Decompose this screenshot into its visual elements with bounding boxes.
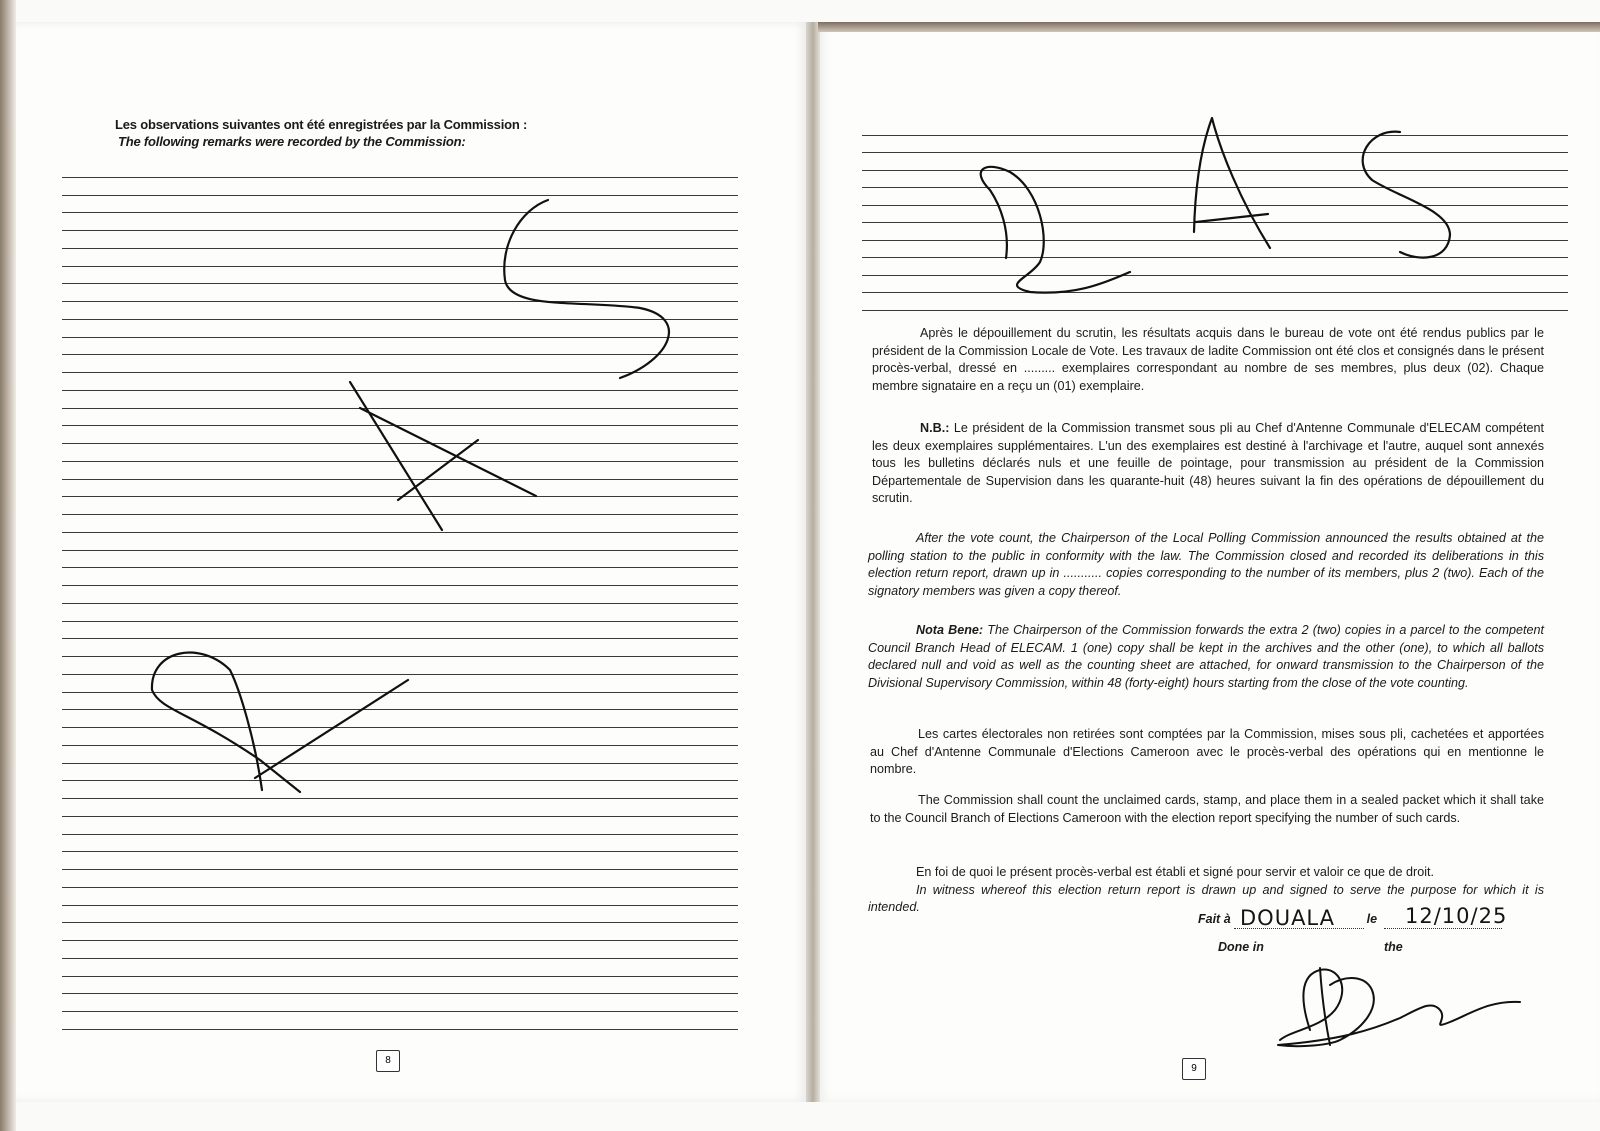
- ruled-line: [862, 171, 1568, 189]
- ruled-line: [62, 551, 738, 569]
- ruled-line: [62, 710, 738, 728]
- ruled-line: [62, 675, 738, 693]
- ruled-line: [62, 160, 738, 178]
- ruled-line: [62, 444, 738, 462]
- ruled-line: [62, 391, 738, 409]
- paragraph-cards-en-text: The Commission shall count the unclaimed cards, stamp, and place them in a sealed packet which it shall take to the Council Branch of Elections Cameroon with the election report specifying the number of such cards.: [870, 793, 1544, 825]
- ruled-line: [62, 693, 738, 711]
- ruled-line: [62, 462, 738, 480]
- the-label: the: [1384, 940, 1403, 954]
- ruled-line: [62, 746, 738, 764]
- paragraph-nb-fr: [872, 420, 1544, 508]
- ruled-line: [62, 781, 738, 799]
- ruled-line: [62, 622, 738, 640]
- ruled-line: [62, 941, 738, 959]
- ruled-line: [62, 888, 738, 906]
- ruled-line: [62, 852, 738, 870]
- ruled-line: [62, 249, 738, 267]
- ruled-line: [62, 533, 738, 551]
- page-number-right: 9: [1182, 1058, 1206, 1080]
- ruled-line: [62, 639, 738, 657]
- ruled-line: [62, 870, 738, 888]
- handwritten-date: 12/10/25: [1405, 904, 1508, 928]
- date-dotted-line: [1384, 928, 1502, 929]
- paragraph-nota-bene-en-text: The Chairperson of the Commission forwards the extra 2 (two) copies in a parcel to the competent Council Branch Head of ELECAM. 1 (one) copy shall be kept in the archives and the other (one), to which all ballots declared null and void as well as the counting sheet are attached, for onward transmission to the Chairperson of the Divisional Supervisory Commission, within 48 (forty-eight) hours starting from the close of the vote counting.: [868, 623, 1545, 690]
- ruled-line: [62, 604, 738, 622]
- ruled-line: [62, 178, 738, 196]
- paragraph-cards-fr-text: Les cartes électorales non retirées sont comptées par la Commission, mises sous pli, cachetées et apportées au Chef d'Antenne Communale d'Elections Cameroon avec le procès-verbal des opérations qui en mentionne le nombre.: [870, 727, 1544, 777]
- ruled-line: [862, 258, 1568, 276]
- paragraph-witness-en-text: In witness whereof this election return report is drawn up and signed to serve the purpose for which it is intended.: [868, 882, 1544, 915]
- ruled-line: [62, 977, 738, 995]
- ruled-line: [62, 213, 738, 231]
- done-at-label: Fait à: [1198, 912, 1231, 926]
- paragraph-nb-fr-text: Le président de la Commission transmet sous pli au Chef d'Antenne Communale d'ELECAM compétent les deux exemplaires supplémentaires. L'un des exemplaires est destiné à l'archivage et l'autre, auquel sont annexés tous les bulletins déclarés nuls et une feuille de pointage, pour transmission au président de la Commission Départementale de Supervision dans les quarante-huit (48) heures suivant la fin des opérations de dépouillement du scrutin.: [872, 421, 1545, 506]
- ruled-line: [62, 994, 738, 1012]
- scan-top-edge: [818, 22, 1600, 32]
- done-on-label: le: [1366, 912, 1378, 926]
- paragraph-results-en: [868, 530, 1544, 600]
- ruled-line: [62, 302, 738, 320]
- ruled-line: [62, 728, 738, 746]
- paragraph-results-en-text: After the vote count, the Chairperson of the Local Polling Commission announced the results obtained at the polling station to the public in conformity with the law. The Commission closed and recorded its deliberations in this election return report, drawn up in ........... copies corresponding to the number of its members, plus 2 (two). Each of the signatory members was given a copy thereof.: [868, 531, 1544, 598]
- ruled-line: [862, 188, 1568, 206]
- ruled-line: [62, 355, 738, 373]
- ruled-line: [862, 293, 1568, 311]
- ruled-line: [62, 267, 738, 285]
- ruled-line: [62, 480, 738, 498]
- ruled-line: [862, 118, 1568, 136]
- nb-label: N.B.:: [920, 421, 950, 435]
- done-in-label: Done in: [1218, 940, 1264, 954]
- paragraph-results-fr: [872, 325, 1544, 395]
- ruled-line: [62, 817, 738, 835]
- remarks-header-fr: Les observations suivantes ont été enregistrées par la Commission :: [115, 117, 528, 132]
- scan-edge: [0, 0, 16, 1131]
- ruled-line: [862, 136, 1568, 154]
- ruled-line: [62, 373, 738, 391]
- ruled-line: [62, 799, 738, 817]
- ruled-line: [862, 153, 1568, 171]
- ruled-line: [62, 923, 738, 941]
- ruled-line: [62, 338, 738, 356]
- paragraph-witness-fr-text: En foi de quoi le présent procès-verbal est établi et signé pour servir et valoir ce que de droit.: [916, 865, 1435, 879]
- remarks-ruled-lines-continued: [862, 118, 1568, 311]
- ruled-line: [62, 409, 738, 427]
- paragraph-results-fr-text: Après le dépouillement du scrutin, les résultats acquis dans le bureau de vote ont été rendus publics par le président de la Commission Locale de Vote. Les travaux de ladite Commission ont été clos et consignés dans le présent procès-verbal, dressé en ......... exemplaires correspondant au nombre de ses membres, plus deux (02). Chaque membre signataire en a reçu un (01) exemplaire.: [872, 326, 1544, 393]
- ruled-line: [62, 835, 738, 853]
- ruled-line: [62, 959, 738, 977]
- ruled-line: [62, 320, 738, 338]
- paragraph-nota-bene-en: [868, 622, 1544, 692]
- page-number-left: 8: [376, 1050, 400, 1072]
- ruled-line: [62, 906, 738, 924]
- ruled-line: [862, 206, 1568, 224]
- book-gutter: [806, 22, 820, 1102]
- ruled-line: [62, 764, 738, 782]
- ruled-line: [62, 426, 738, 444]
- paragraph-cards-fr: [870, 726, 1544, 779]
- ruled-line: [862, 241, 1568, 259]
- handwritten-place: DOUALA: [1240, 906, 1335, 930]
- ruled-line: [62, 196, 738, 214]
- remarks-header-en: The following remarks were recorded by the Commission:: [118, 134, 466, 149]
- ruled-line: [62, 1012, 738, 1030]
- remarks-ruled-lines: [62, 160, 738, 1030]
- ruled-line: [62, 284, 738, 302]
- ruled-line: [862, 276, 1568, 294]
- ruled-line: [62, 657, 738, 675]
- ruled-line: [62, 231, 738, 249]
- ruled-line: [62, 568, 738, 586]
- ruled-line: [62, 497, 738, 515]
- nota-bene-label: Nota Bene:: [916, 623, 984, 637]
- ruled-line: [862, 223, 1568, 241]
- ruled-line: [62, 515, 738, 533]
- ruled-line: [62, 586, 738, 604]
- paragraph-cards-en: [870, 792, 1544, 827]
